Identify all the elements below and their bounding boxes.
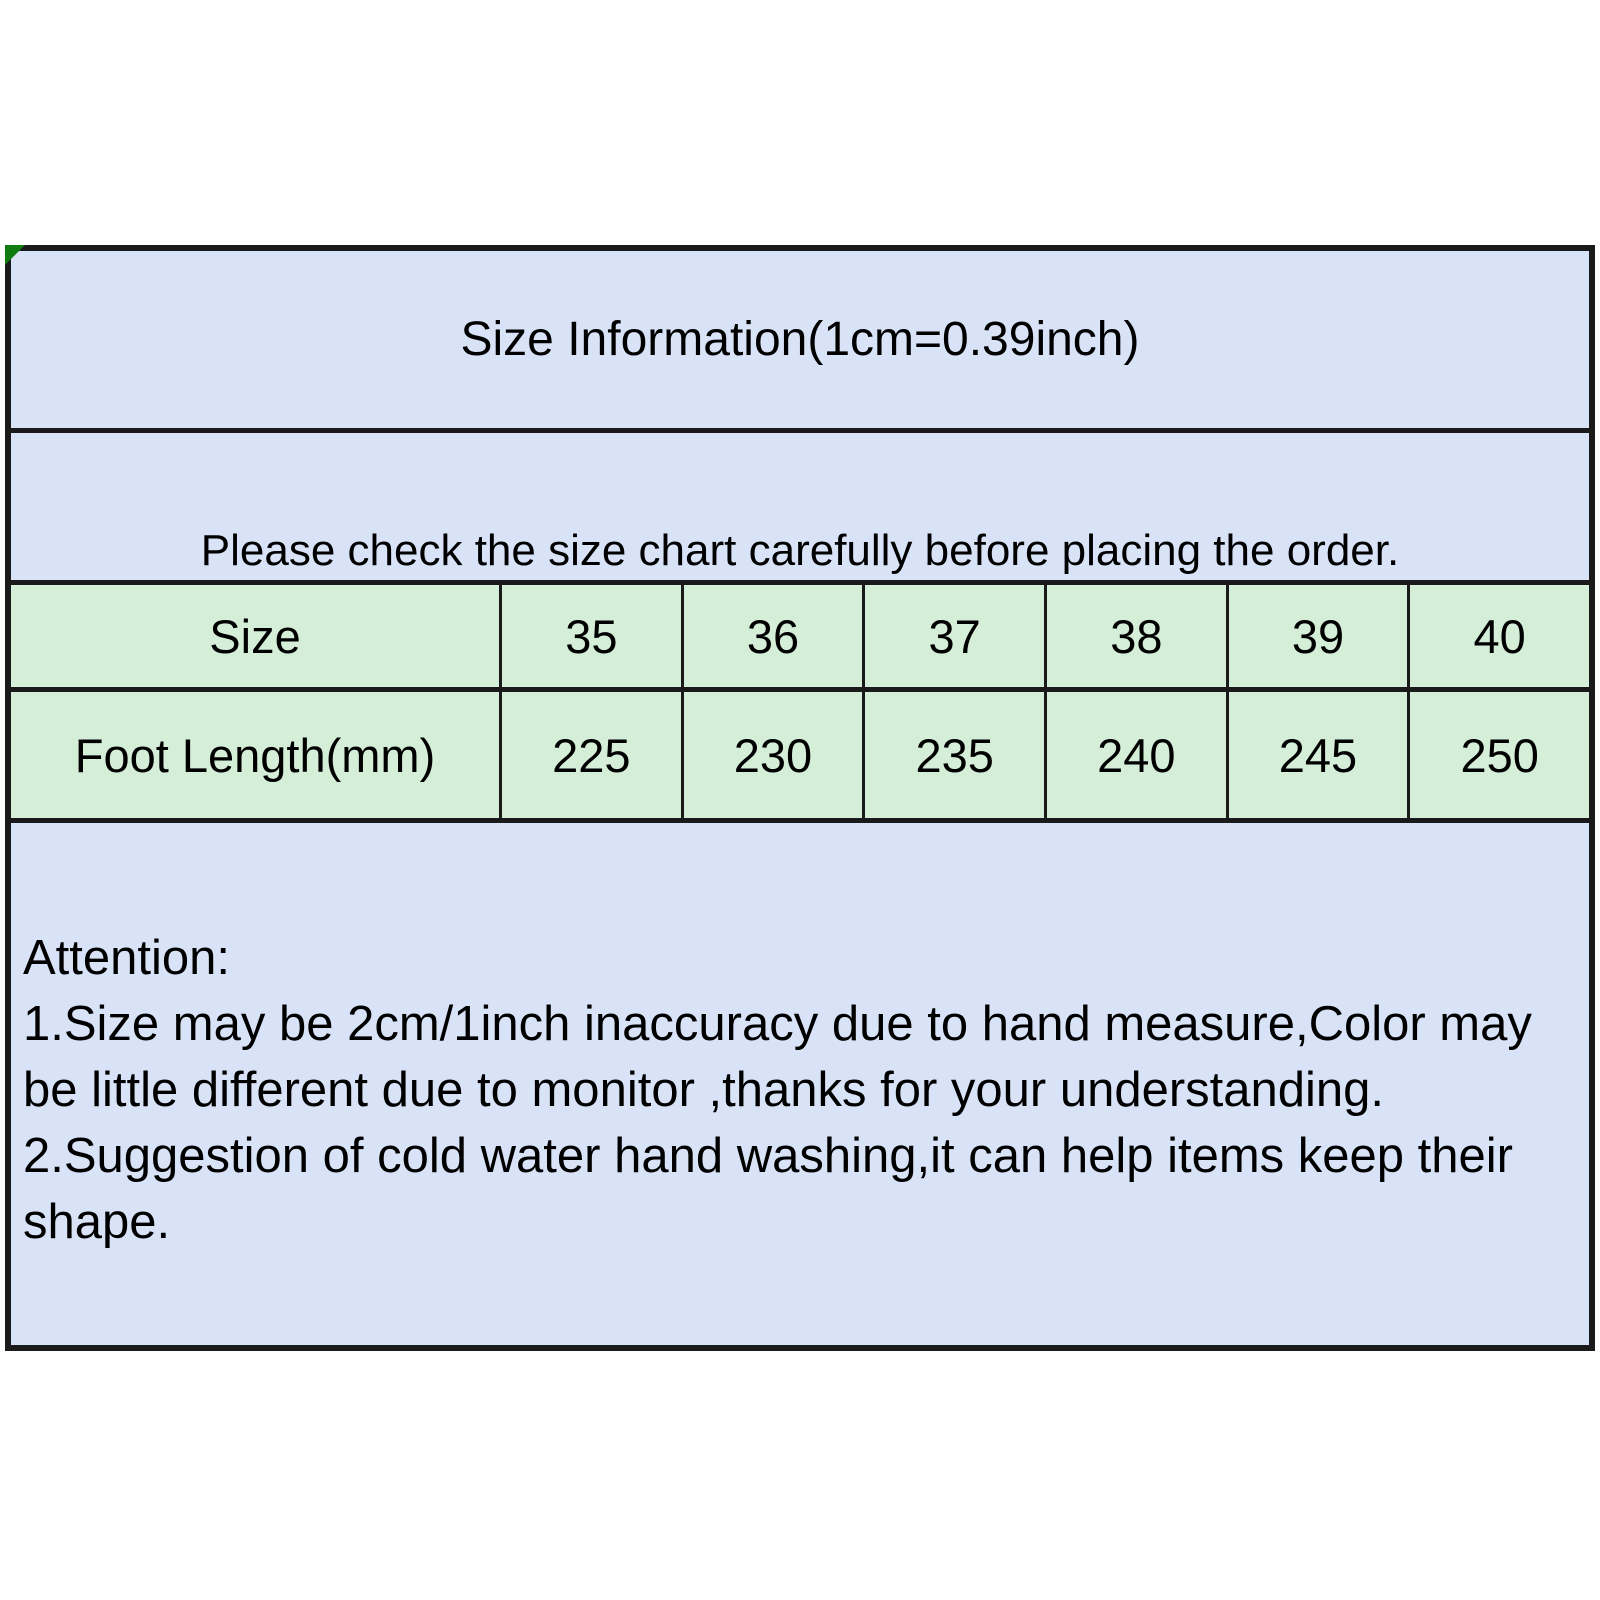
foot-length-value: 225 [499,692,681,818]
size-table [11,585,1589,823]
attention-heading: Attention: [23,931,231,985]
page-title: Size Information(1cm=0.39inch) [460,313,1140,366]
size-info-panel [5,245,1595,1351]
attention-line: be little different due to monitor ,thanks for your understanding. [23,1063,1385,1117]
corner-triangle-marker [5,245,25,265]
size-value: 35 [499,585,681,692]
foot-length-value: 250 [1407,692,1589,818]
size-chart-note: Please check the size chart carefully before placing the order. [200,526,1400,575]
size-value: 39 [1226,585,1408,692]
foot-length-value: 245 [1226,692,1408,818]
size-value: 36 [681,585,863,692]
attention-line: 1.Size may be 2cm/1inch inaccuracy due to hand measure,Color may [23,997,1532,1051]
attention-line: shape. [23,1195,171,1249]
size-value: 38 [1044,585,1226,692]
attention-line: 2.Suggestion of cold water hand washing,it can help items keep their [23,1129,1513,1183]
foot-length-value: 235 [862,692,1044,818]
foot-length-row-label: Foot Length(mm) [74,728,436,782]
foot-length-value: 240 [1044,692,1226,818]
foot-length-value: 230 [681,692,863,818]
attention-section [11,823,1589,1255]
note-section [11,433,1589,585]
size-row-label: Size [11,585,499,692]
size-value: 40 [1407,585,1589,692]
size-value: 37 [862,585,1044,692]
title-section [11,251,1589,433]
